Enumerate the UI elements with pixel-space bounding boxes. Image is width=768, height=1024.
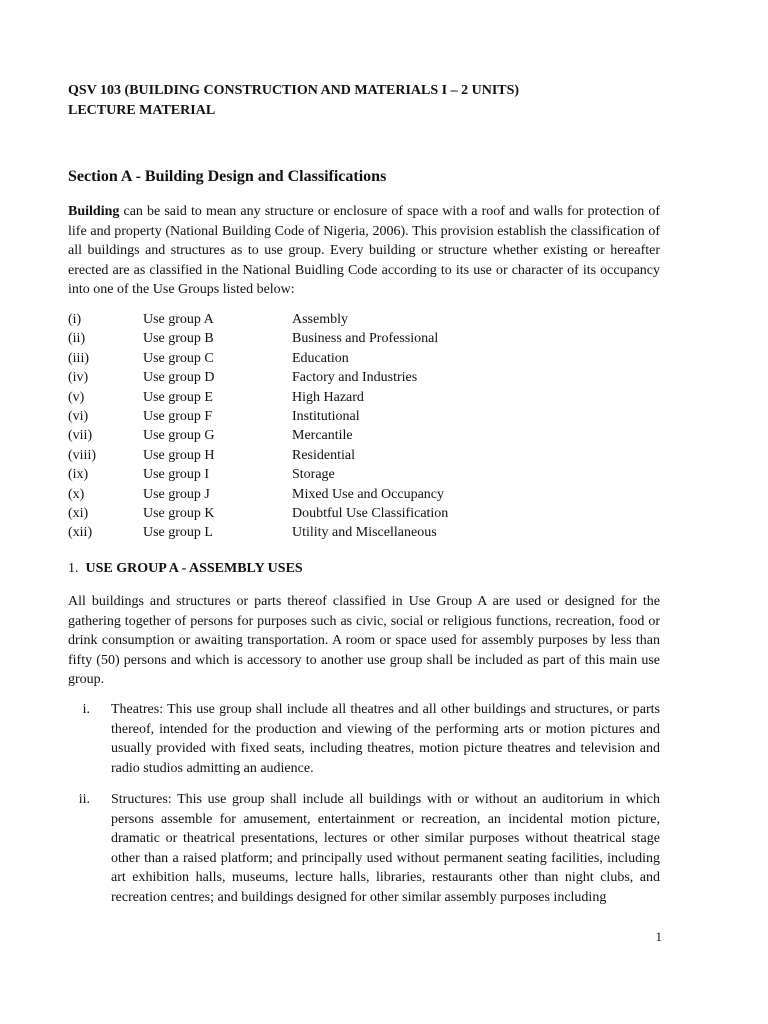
use-group-name: Doubtful Use Classification (292, 505, 449, 521)
use-group-code: Use group B (143, 331, 214, 347)
assembly-heading-number: 1. (68, 561, 79, 576)
use-group-code: Use group I (143, 467, 210, 483)
use-group-row (68, 407, 568, 426)
intro-text: can be said to mean any structure or enclosure of space with a roof and walls for protection of life and property (National Building Code of Nigeria, 2006). This provision establish the classification of all buildings and structures as to use group. Every building or structure whether existing or hereafter erected are as classified in the National Buidling Code according to its use or character of its occupancy into one of the Use Groups listed below: (68, 204, 660, 297)
use-group-row (68, 388, 568, 407)
section-title: Section A - Building Design and Classifications (68, 168, 387, 185)
use-group-name: Residential (292, 447, 355, 463)
course-header (68, 81, 519, 121)
intro-bold-term: Building (68, 204, 120, 219)
use-group-number: (xii) (68, 525, 93, 541)
use-group-number: (ix) (68, 467, 89, 483)
use-group-code: Use group D (143, 370, 215, 386)
use-group-name: Mixed Use and Occupancy (292, 486, 445, 502)
use-group-name: Institutional (292, 408, 360, 424)
use-group-code: Use group G (143, 428, 215, 444)
use-group-number: (iii) (68, 350, 89, 366)
use-group-number: (iv) (68, 370, 89, 386)
use-group-number: (vii) (68, 428, 93, 444)
course-title: QSV 103 (BUILDING CONSTRUCTION AND MATERIALS I – 2 UNITS) (68, 83, 520, 98)
use-group-number: (x) (68, 486, 85, 502)
list-item-marker: i. (82, 702, 90, 717)
use-group-list (68, 310, 568, 543)
use-group-row (68, 329, 568, 348)
assembly-heading-text: USE GROUP A - ASSEMBLY USES (85, 561, 303, 576)
use-group-row (68, 426, 568, 445)
list-item-marker: ii. (78, 792, 90, 807)
use-group-number: (v) (68, 389, 85, 405)
list-item-text: Structures: This use group shall include all buildings with or without an auditorium in which persons assemble for amusement, entertainment or recreation, an incidental motion picture, dramatic or theatrical presentations, lectures or other similar purposes without theatrical stage other than a raised platform; and principally used without permanent seating facilities, including art exhibition halls, museums, lecture halls, libraries, restaurants other than night clubs, and recreation centres; and buildings designed for other similar assembly purposes including (111, 792, 660, 905)
use-group-name: Storage (292, 467, 335, 483)
use-group-name: Utility and Miscellaneous (292, 525, 437, 541)
use-group-code: Use group H (143, 447, 215, 463)
use-group-number: (ii) (68, 331, 86, 347)
use-group-name: Education (292, 350, 349, 366)
intro-paragraph (68, 202, 660, 300)
use-group-code: Use group K (143, 505, 215, 521)
page-number: 1 (655, 929, 662, 944)
use-group-name: Mercantile (292, 428, 353, 444)
use-group-code: Use group A (143, 312, 214, 327)
list-item-text: Theatres: This use group shall include all theatres and all other buildings and structures, or parts thereof, intended for the production and viewing of the performing arts or motion pictures and usually provided with fixed seats, including theatres, motion picture theatres and television and radio studios admitting an audience. (111, 702, 660, 776)
use-group-row (68, 368, 568, 387)
use-group-row (68, 465, 568, 484)
use-group-row (68, 310, 568, 329)
use-group-number: (viii) (68, 447, 96, 463)
use-group-code: Use group E (143, 389, 213, 405)
use-group-number: (i) (68, 312, 82, 327)
assembly-heading (68, 561, 303, 577)
use-group-code: Use group J (143, 486, 210, 502)
use-group-row (68, 523, 568, 542)
use-group-row (68, 504, 568, 523)
use-group-number: (xi) (68, 505, 89, 521)
use-group-name: High Hazard (292, 389, 364, 405)
use-group-row (68, 446, 568, 465)
use-group-row (68, 349, 568, 368)
use-group-name: Assembly (292, 312, 348, 327)
assembly-paragraph: All buildings and structures or parts thereof classified in Use Group A are used or designed for the gathering together of persons for purposes such as civic, social or religious functions, recreation, food or drink consumption or awaiting transportation. A room or space used for assembly purposes by less than fifty (50) persons and which is accessory to another use group shall be included as part of this main use group. (68, 594, 660, 687)
lecture-material-label: LECTURE MATERIAL (68, 103, 216, 118)
use-group-code: Use group L (143, 525, 213, 541)
use-group-number: (vi) (68, 408, 89, 424)
use-group-name: Factory and Industries (292, 370, 418, 386)
use-group-code: Use group C (143, 350, 214, 366)
use-group-code: Use group F (143, 408, 213, 424)
use-group-row (68, 485, 568, 504)
use-group-name: Business and Professional (292, 331, 439, 347)
